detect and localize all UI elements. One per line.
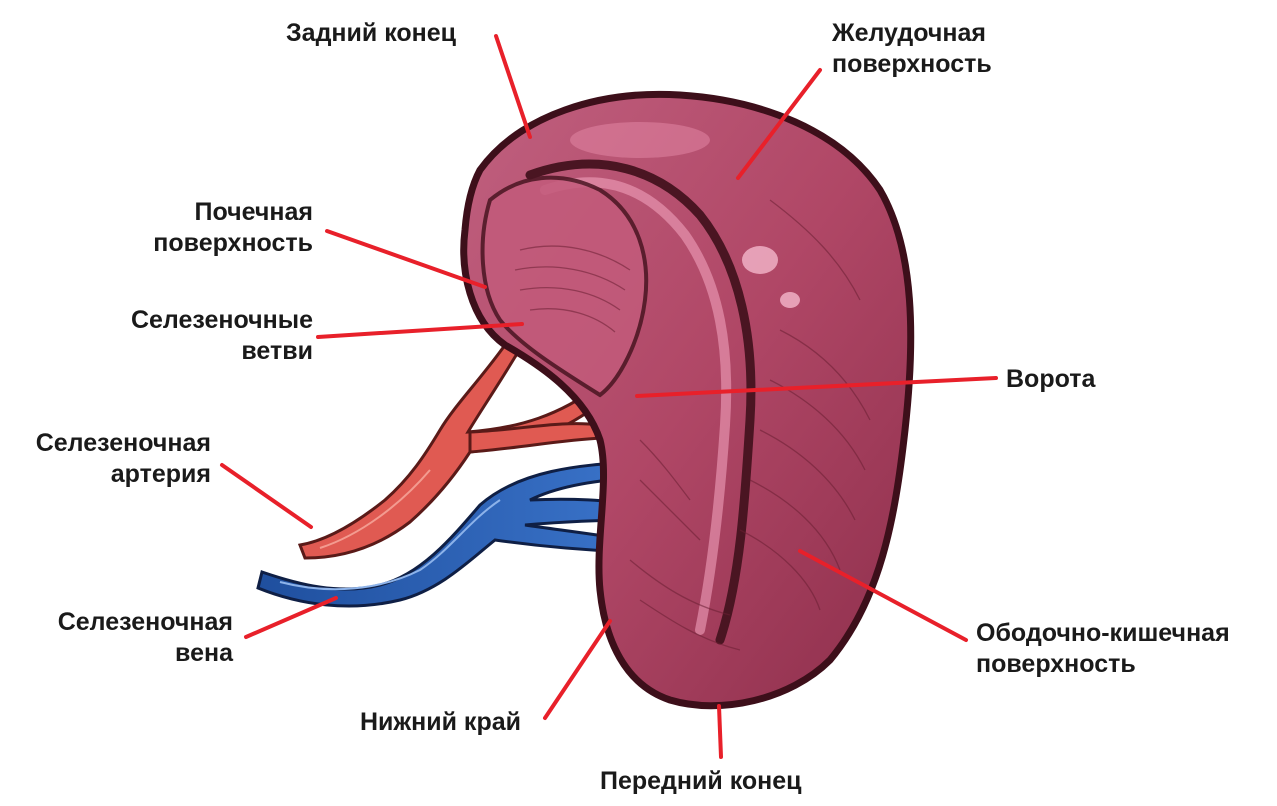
label-gastric-surface: Желудочная поверхность bbox=[832, 19, 992, 78]
leader-back-end bbox=[496, 36, 530, 137]
spleen-organ bbox=[464, 94, 911, 705]
label-lower-edge: Нижний край bbox=[360, 708, 521, 736]
label-splenic-artery: Селезеночная артерия bbox=[35, 429, 211, 488]
label-splenic-vein: Селезеночная вена bbox=[57, 608, 233, 667]
label-renal-surface: Почечная поверхность bbox=[153, 198, 313, 257]
leader-vein bbox=[246, 598, 336, 637]
label-back-end: Задний конец bbox=[286, 19, 457, 47]
label-hilum: Ворота bbox=[1006, 365, 1096, 393]
label-splenic-branches: Селезеночные ветви bbox=[130, 306, 313, 365]
label-front-end: Передний конец bbox=[600, 767, 802, 795]
leader-artery bbox=[222, 465, 311, 527]
label-colic-surface: Ободочно-кишечная поверхность bbox=[976, 619, 1230, 678]
leader-lower-edge bbox=[545, 621, 610, 718]
leader-front-end bbox=[719, 706, 721, 757]
